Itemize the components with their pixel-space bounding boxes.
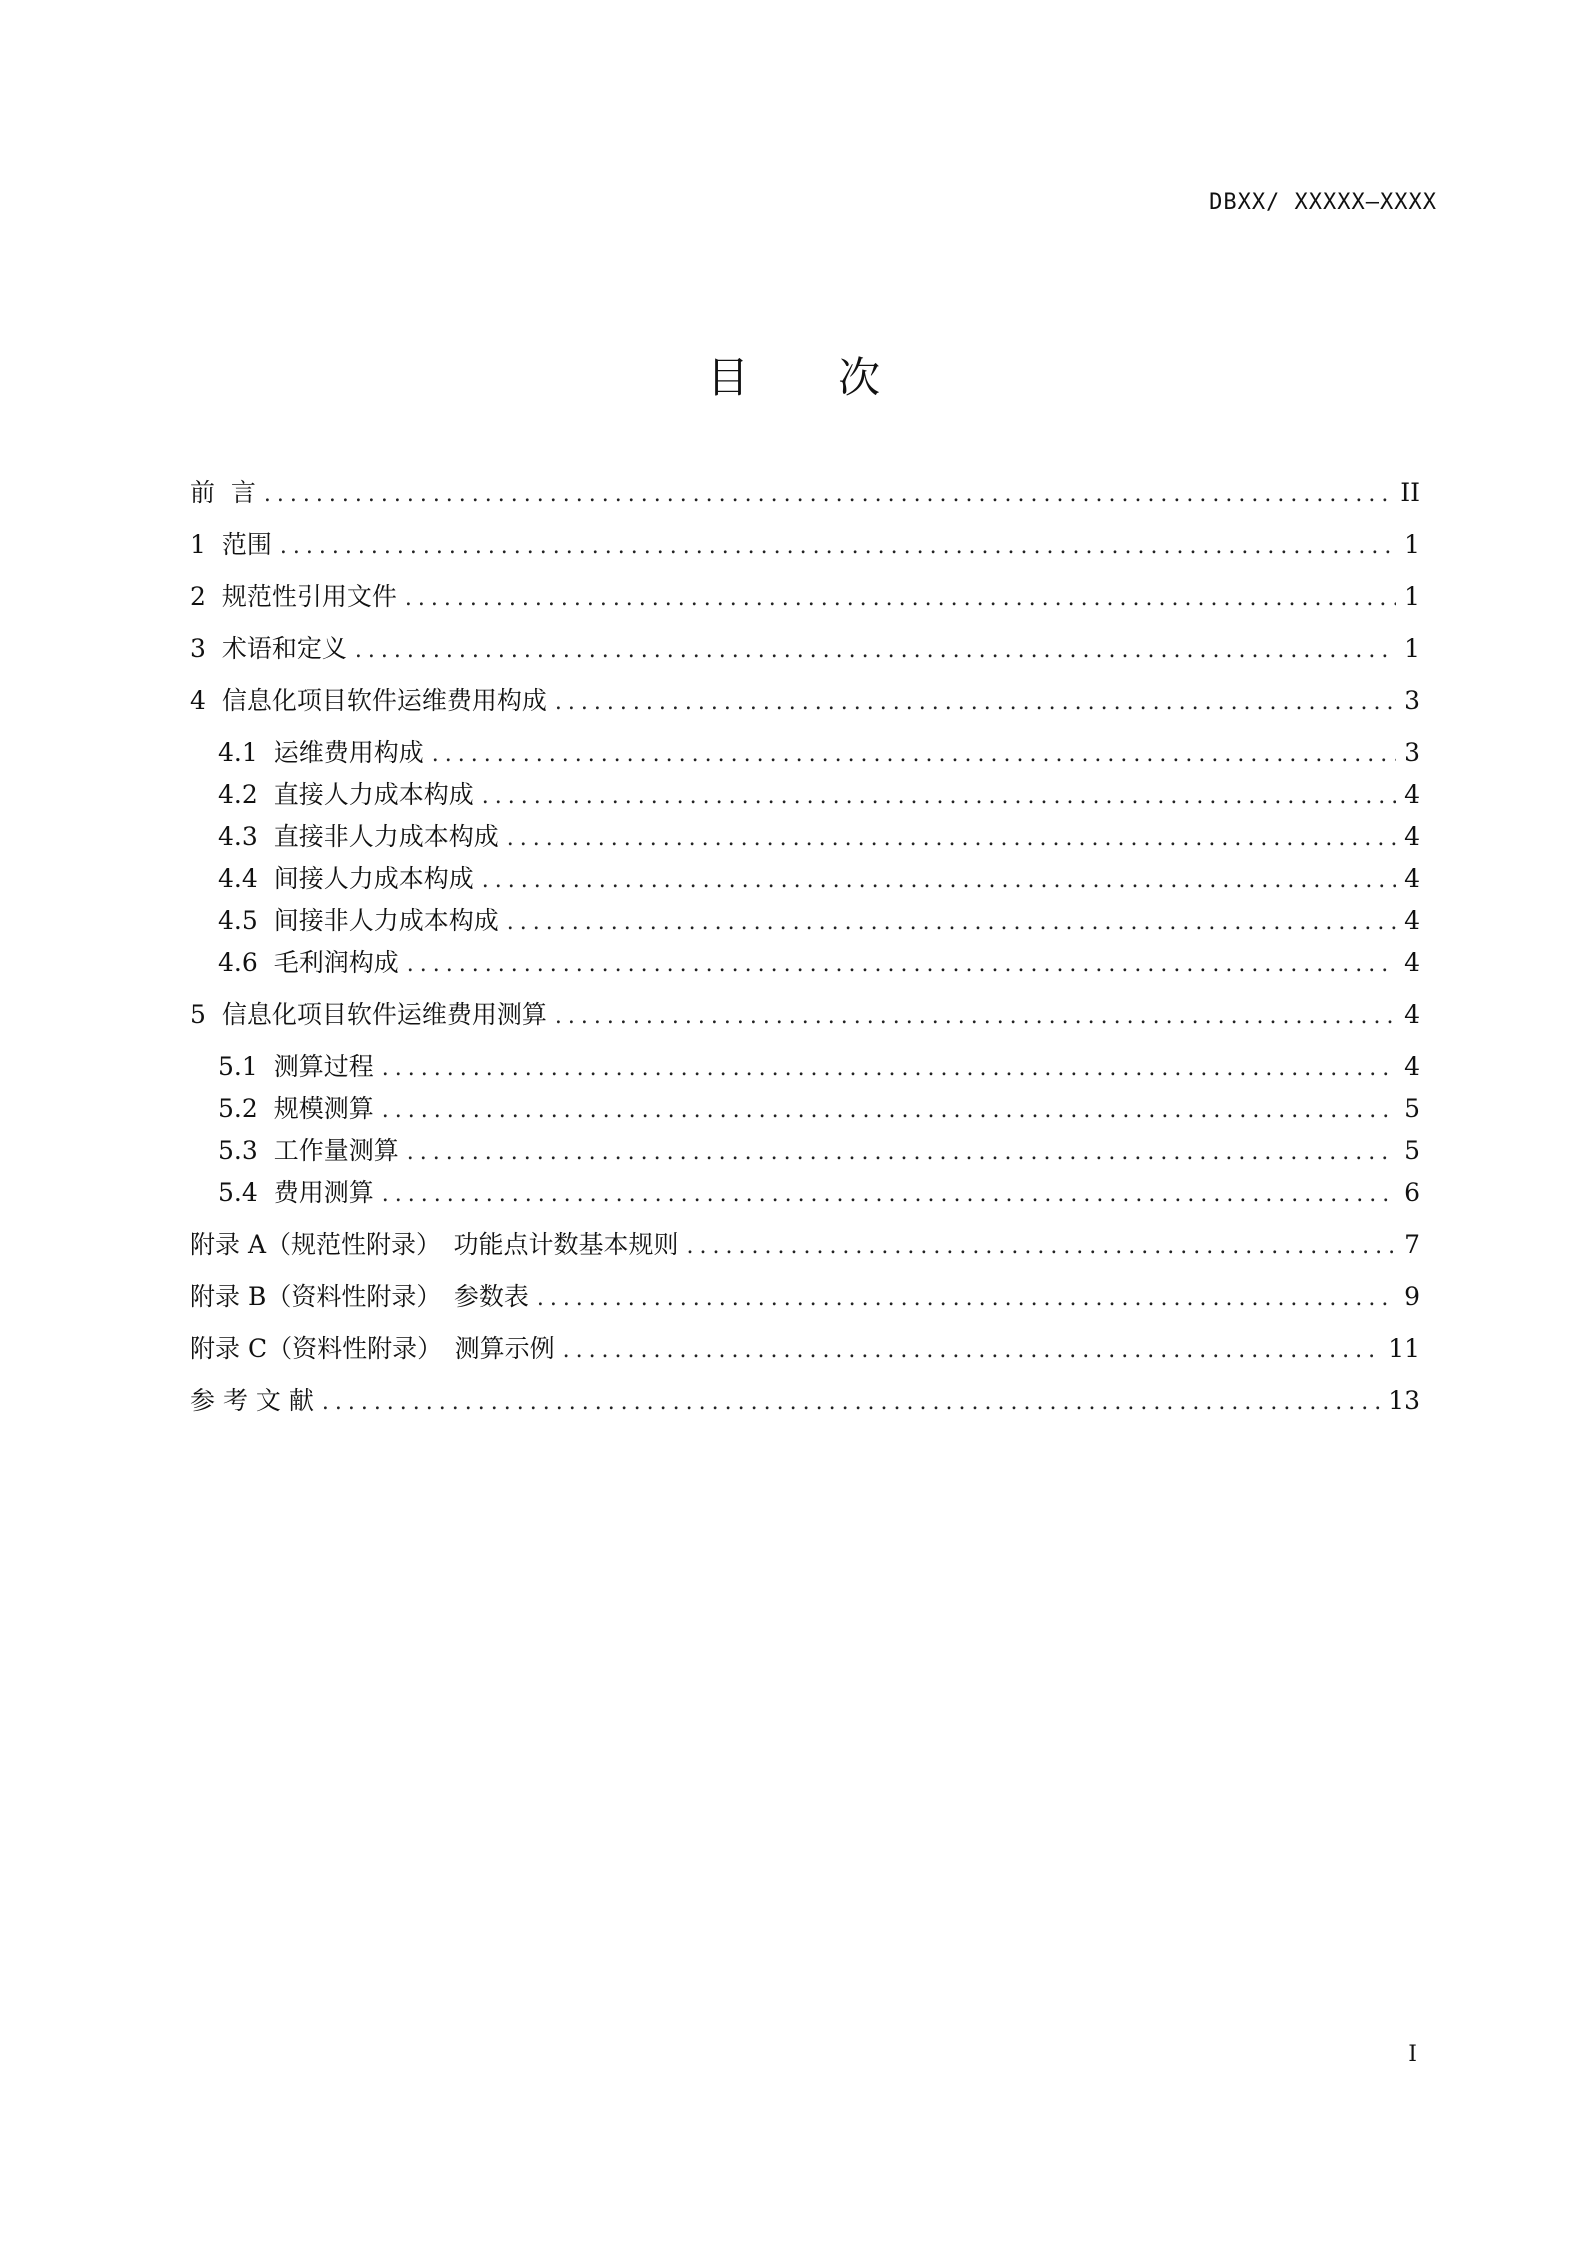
toc-entry-page: 4 xyxy=(1404,906,1420,935)
toc-leader xyxy=(405,584,1396,614)
toc-entry-label: 直接非人力成本构成 xyxy=(273,822,499,851)
toc-entry[interactable] xyxy=(190,686,1420,738)
toc-entry[interactable] xyxy=(190,738,1420,780)
toc-entry-number: 2 xyxy=(190,582,206,611)
toc-entry-number: 5.4 xyxy=(218,1178,258,1207)
document-code: DBXX/ XXXXX—XXXX xyxy=(1209,190,1437,215)
toc-leader xyxy=(555,1002,1396,1032)
toc-leader xyxy=(382,1096,1396,1126)
toc-entry[interactable] xyxy=(190,1178,1420,1230)
toc-entry-page: 4 xyxy=(1404,1052,1420,1081)
toc-entry-number: 5.3 xyxy=(218,1136,258,1165)
toc-entry-page: 4 xyxy=(1404,864,1420,893)
toc-leader xyxy=(322,1388,1380,1418)
toc-entry-number: 4 xyxy=(190,686,206,715)
toc-entry-label: 信息化项目软件运维费用构成 xyxy=(221,686,547,715)
toc-entry-page: 1 xyxy=(1404,634,1420,663)
toc-leader xyxy=(482,782,1396,812)
toc-entry[interactable] xyxy=(190,780,1420,822)
toc-entry[interactable] xyxy=(190,1136,1420,1178)
toc-entry-label: 测算过程 xyxy=(273,1052,374,1081)
toc-entry-label: 范围 xyxy=(221,530,272,559)
toc-entry-number: 1 xyxy=(190,530,206,559)
toc-entry-page: 11 xyxy=(1388,1334,1420,1363)
toc-entry-page: 5 xyxy=(1404,1136,1420,1165)
toc-leader xyxy=(432,740,1396,770)
toc-entry[interactable] xyxy=(190,1094,1420,1136)
toc-entry-number: 5.2 xyxy=(218,1094,258,1123)
page-number: I xyxy=(1408,2042,1417,2067)
toc-entry-number: 5.1 xyxy=(218,1052,258,1081)
toc-entry[interactable] xyxy=(190,906,1420,948)
toc-entry-number: 3 xyxy=(190,634,206,663)
toc-entry[interactable] xyxy=(190,634,1420,686)
toc-entry-label: 规范性引用文件 xyxy=(221,582,397,611)
toc-entry-page: 4 xyxy=(1404,1000,1420,1029)
toc-leader xyxy=(280,532,1396,562)
toc-entry[interactable] xyxy=(190,478,1420,530)
toc-entry-label: 信息化项目软件运维费用测算 xyxy=(221,1000,547,1029)
toc-entry[interactable] xyxy=(190,1052,1420,1094)
toc-entry-page: 4 xyxy=(1404,948,1420,977)
toc-entry-page: 3 xyxy=(1404,738,1420,767)
toc-entry[interactable] xyxy=(190,530,1420,582)
toc-entry-label: 毛利润构成 xyxy=(273,948,399,977)
toc-entry-number: 4.6 xyxy=(218,948,258,977)
toc-entry-label: 参 考 文 献 xyxy=(190,1386,314,1415)
toc-leader xyxy=(563,1336,1381,1366)
toc-entry-label: 工作量测算 xyxy=(273,1136,399,1165)
toc-leader xyxy=(264,480,1392,510)
toc-entry-number: 4.4 xyxy=(218,864,258,893)
toc-entry-label: 直接人力成本构成 xyxy=(273,780,474,809)
toc-leader xyxy=(507,824,1396,854)
toc-entry[interactable] xyxy=(190,948,1420,1000)
toc-entry-page: 4 xyxy=(1404,780,1420,809)
toc-leader xyxy=(687,1232,1397,1262)
toc-entry[interactable] xyxy=(190,1282,1420,1334)
toc-entry-page: 1 xyxy=(1404,582,1420,611)
toc-entry-number: 4.2 xyxy=(218,780,258,809)
toc-entry-label: 运维费用构成 xyxy=(273,738,424,767)
toc-entry-page: 3 xyxy=(1404,686,1420,715)
toc-entry-label: 附录 C（资料性附录） 测算示例 xyxy=(190,1334,555,1363)
toc-entry-page: II xyxy=(1400,478,1420,507)
toc-entry[interactable] xyxy=(190,1230,1420,1282)
toc-entry-number: 4.1 xyxy=(218,738,258,767)
toc-entry[interactable] xyxy=(190,1334,1420,1386)
toc-leader xyxy=(537,1284,1396,1314)
toc-leader xyxy=(355,636,1396,666)
toc-entry-label: 附录 A（规范性附录） 功能点计数基本规则 xyxy=(190,1230,679,1259)
toc-entry-label: 规模测算 xyxy=(273,1094,374,1123)
toc-entry-page: 13 xyxy=(1388,1386,1420,1415)
toc-entry-label: 间接人力成本构成 xyxy=(273,864,474,893)
toc-entry[interactable] xyxy=(190,822,1420,864)
toc-leader xyxy=(407,950,1396,980)
toc-leader xyxy=(382,1180,1396,1210)
toc-entry-number: 4.3 xyxy=(218,822,258,851)
toc-entry-label: 术语和定义 xyxy=(221,634,347,663)
toc-leader xyxy=(555,688,1396,718)
toc-title: 目 次 xyxy=(706,353,919,402)
toc-entry-label: 前 言 xyxy=(190,478,256,507)
toc-entry[interactable] xyxy=(190,1000,1420,1052)
toc-leader xyxy=(507,908,1396,938)
toc-leader xyxy=(407,1138,1396,1168)
toc-entry[interactable] xyxy=(190,1386,1420,1438)
toc-entry-page: 6 xyxy=(1404,1178,1420,1207)
toc-entry-number: 4.5 xyxy=(218,906,258,935)
toc-entry-page: 1 xyxy=(1404,530,1420,559)
toc-entry[interactable] xyxy=(190,582,1420,634)
toc-entry-page: 7 xyxy=(1404,1230,1420,1259)
toc-entry-number: 5 xyxy=(190,1000,206,1029)
toc-entry-page: 5 xyxy=(1404,1094,1420,1123)
toc-leader xyxy=(382,1054,1396,1084)
toc-entry-label: 费用测算 xyxy=(273,1178,374,1207)
toc-entry-label: 附录 B（资料性附录） 参数表 xyxy=(190,1282,529,1311)
toc-leader xyxy=(482,866,1396,896)
table-of-contents xyxy=(190,478,1420,1438)
toc-entry-page: 4 xyxy=(1404,822,1420,851)
toc-entry-page: 9 xyxy=(1404,1282,1420,1311)
toc-entry[interactable] xyxy=(190,864,1420,906)
toc-entry-label: 间接非人力成本构成 xyxy=(273,906,499,935)
